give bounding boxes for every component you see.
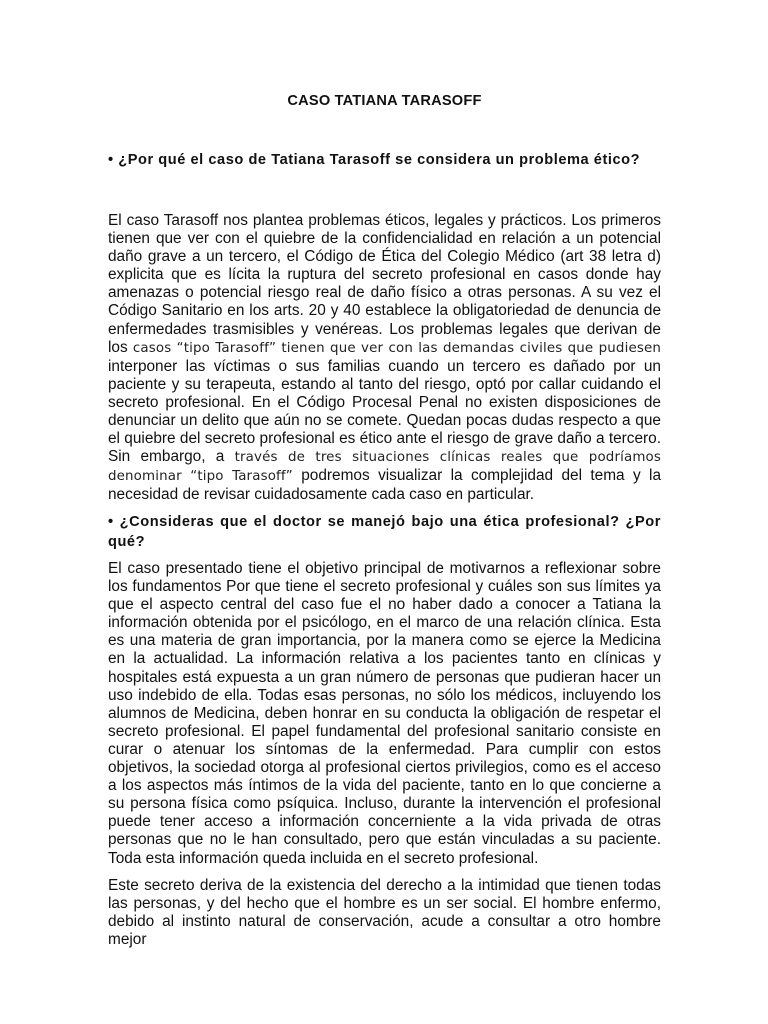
paragraph-1-text-e: podremos visualizar la complejidad del tema y la necesidad de revisar cuidadosamente cada caso en particular. xyxy=(108,467,662,504)
paragraph-3: Este secreto deriva de la existencia del derecho a la intimidad que tienen todas las personas, y del hecho que el hombre es un ser social. El hombre enfermo, debido al instinto natural de conservación, acude a consultar a otro hombre mejor xyxy=(108,877,661,949)
paragraph-1-text-a: El caso Tarasoff nos plantea problemas éticos, legales y prácticos. Los primeros tienen que ver con el quiebre de la confidencialidad en relación a un potencial daño grave a un tercero, el Código de Ética del Colegio Médico (art 38 letra d) explicita que es lícita la ruptura del secreto profesional en casos donde hay amenazas o potencial riesgo real de daño físico a otras personas. A su vez el Código Sanitario en los arts. 20 y 40 establece la obligatoriedad de denuncia de enfermedades trasmisibles y venéreas. Los problemas legales que derivan de los xyxy=(108,212,661,356)
question-2: • ¿Consideras que el doctor se manejó bajo una ética profesional? ¿Por qué? xyxy=(108,514,661,550)
paragraph-1 xyxy=(108,212,661,505)
paragraph-2: El caso presentado tiene el objetivo principal de motivarnos a reflexionar sobre los fundamentos Por que tiene el secreto profesional y cuáles son sus límites ya que el aspecto central del caso fue el no haber dado a conocer a Tatiana la información obtenida por el psicólogo, en el marco de una relación clínica. Esta es una materia de gran importancia, por la manera como se ejerce la Medicina en la actualidad. La información relativa a los pacientes tanto en clínicas y hospitales está expuesta a un gran número de personas que pudieran hacer un uso indebido de ella. Todas esas personas, no sólo los médicos, incluyendo los alumnos de Medicina, deben honrar en su conducta la obligación de respetar el secreto profesional. El papel fundamental del profesional sanitario consiste en curar o atenuar los síntomas de la enfermedad. Para cumplir con estos objetivos, la sociedad otorga al profesional ciertos privilegios, como es el acceso a los aspectos más íntimos de la vida del paciente, tanto en lo que concierne a su persona física como psíquica. Incluso, durante la intervención el profesional puede tener acceso a información concerniente a la vida privada de otras personas que no le han consultado, pero que están vinculadas a su paciente. Toda esta información queda incluida en el secreto profesional. xyxy=(108,560,661,867)
paragraph-1-text-c: interponer las víctimas o sus familias cuando un tercero es dañado por un paciente y su terapeuta, estando al tanto del riesgo, optó por callar cuidando el secreto profesional. En el Código Procesal Penal no existen disposiciones de denunciar un delito que aún no se comete. Quedan pocas dudas respecto a que el quiebre del secreto profesional es ético ante el riesgo de grave daño a tercero. Sin embargo, a xyxy=(108,357,661,466)
paragraph-1-text-b: casos “tipo Tarasoff” tienen que ver con las demandas civiles que pudiesen xyxy=(132,340,661,356)
paragraph-1-text-d: través de tres situaciones clínicas reales que podríamos denominar “tipo Tarasoff” xyxy=(108,450,661,485)
document-title: CASO TATIANA TARASOFF xyxy=(287,93,482,109)
question-1: • ¿Por qué el caso de Tatiana Tarasoff se considera un problema ético? xyxy=(108,152,641,168)
